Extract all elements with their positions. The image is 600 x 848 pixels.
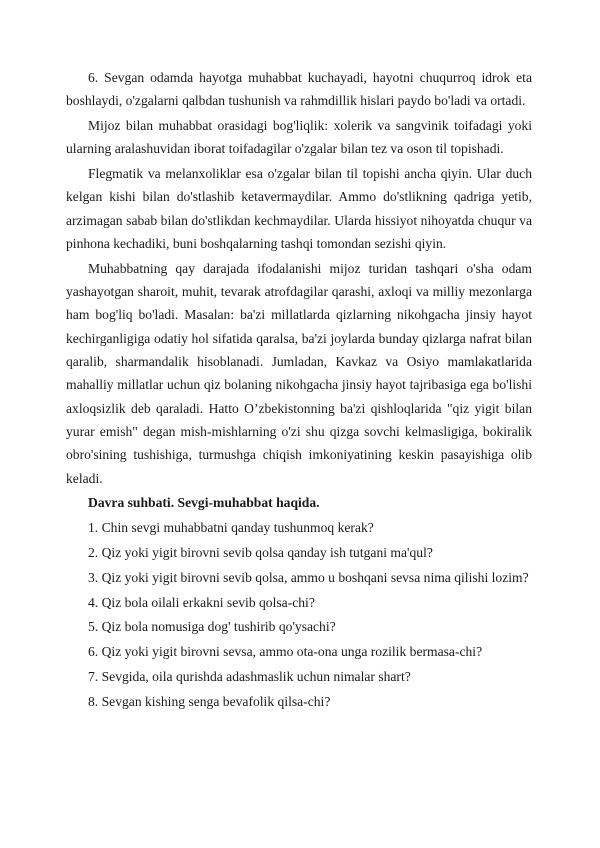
paragraph: Flegmatik va melanxoliklar esa o'zgalar bilan til topishi ancha qiyin. Ular duch kelgan kishi bilan do'stlashib ketavermaydilar. Ammo do'stlikning qadriga yetib, arzimagan sabab bilan do'stlikdan kechmaydilar. Ularda hissiyot nihoyatda chuqur va pinhona kechadiki, buni boshqalarning tashqi tomondan sezishi qiyin. (66, 166, 532, 252)
question-item: 8. Sevgan kishing senga bevafolik qilsa-chi? (88, 693, 331, 709)
question-item: 7. Sevgida, oila qurishda adashmaslik uchun nimalar shart? (88, 668, 411, 684)
section-heading: Davra suhbati. Sevgi-muhabbat haqida. (88, 495, 320, 511)
paragraph: Muhabbatning qay darajada ifodalanishi mijoz turidan tashqari o'sha odam yashayotgan sharoit, muhit, tevarak atrofdagilar qarashi, axloqi va milliy mezonlarga ham bog'liq bo'ladi. Masalan: ba'zi millatlarda qizlarning nikohgacha jinsiy hayot kechirganligiga odatiy hol sifatida qaralsa, ba'zi joylarda bunday qizlarga nafrat bilan qaralib, sharmandalik hisoblanadi. Jumladan, Kavkaz va Osiyo mamlakatlarida mahalliy millatlar uchun qiz bolaning nikohgacha jinsiy hayot tajribasiga ega bo'lishi axloqsizlik deb qaraladi. Hatto O’zbekistonning ba'zi qishloqlarida "qiz yigit bilan yurar emish" degan mish-mishlarning o'zi shu qizga sovchi kelmasligiga, bokiralik obro'sining tushishiga, turmushga chiqish imkoniyatining keskin pasayishiga olib keladi. (66, 260, 532, 486)
paragraph: Mijoz bilan muhabbat orasidagi bog'liqlik: xolerik va sangvinik toifadagi yoki ularning aralashuvidan iborat toifadagilar o'zgalar bilan tez va oson til topishadi. (66, 118, 532, 157)
document-page (66, 66, 532, 715)
question-item: 4. Qiz bola oilali erkakni sevib qolsa-chi? (88, 594, 315, 610)
question-item: 2. Qiz yoki yigit birovni sevib qolsa qanday ish tutgani ma'qul? (88, 544, 433, 560)
question-item: 6. Qiz yoki yigit birovni sevsa, ammo ota-ona unga rozilik bermasa-chi? (88, 644, 483, 660)
question-item: 1. Chin sevgi muhabbatni qanday tushunmoq kerak? (88, 520, 374, 536)
question-item: 3. Qiz yoki yigit birovni sevib qolsa, ammo u boshqani sevsa nima qilishi lozim? (88, 569, 529, 585)
paragraph: 6. Sevgan odamda hayotga muhabbat kuchayadi, hayotni chuqurroq idrok eta boshlaydi, o'zgalarni qalbdan tushunish va rahmdillik hislari paydo bo'ladi va ortadi. (66, 70, 532, 109)
question-item: 5. Qiz bola nomusiga dog' tushirib qo'ysachi? (88, 619, 336, 635)
